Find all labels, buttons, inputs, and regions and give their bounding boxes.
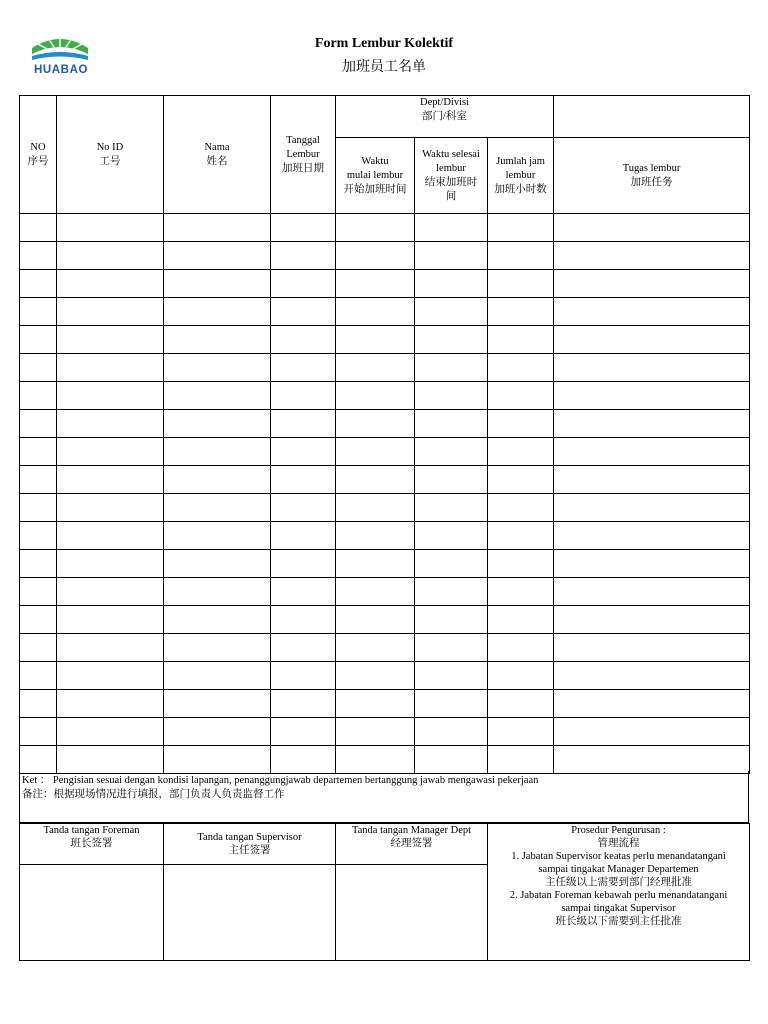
table-row <box>20 690 750 718</box>
table-cell[interactable] <box>336 550 415 578</box>
table-cell[interactable] <box>164 354 271 382</box>
remarks <box>19 771 749 823</box>
table-row <box>20 550 750 578</box>
table-cell[interactable] <box>57 214 164 242</box>
table-cell[interactable] <box>164 578 271 606</box>
table-row <box>20 214 750 242</box>
table-cell[interactable] <box>164 634 271 662</box>
table-cell[interactable] <box>336 606 415 634</box>
remarks-line-2: 备注：根据现场情况进行填报，部门负责人负责监督工作 <box>22 789 285 800</box>
table-cell[interactable] <box>488 354 554 382</box>
header-selesai: Waktu selesai lembur 结束加班时 间 <box>415 138 488 214</box>
table-cell[interactable] <box>488 298 554 326</box>
table-cell[interactable] <box>164 494 271 522</box>
table-row <box>20 718 750 746</box>
table-cell[interactable] <box>554 214 750 242</box>
header-mulai: Waktu mulai lembur 开始加班时间 <box>336 138 415 214</box>
table-cell[interactable] <box>336 410 415 438</box>
table-cell[interactable] <box>57 410 164 438</box>
table-cell[interactable] <box>164 242 271 270</box>
table-cell[interactable] <box>415 214 488 242</box>
table-cell[interactable] <box>20 270 57 298</box>
table-cell[interactable] <box>488 718 554 746</box>
header-jumlah: Jumlah jam lembur 加班小时数 <box>488 138 554 214</box>
table-cell[interactable] <box>336 270 415 298</box>
table-cell[interactable] <box>336 494 415 522</box>
procedure-line-1: 1. Jabatan Supervisor keatas perlu menandatangani <box>511 851 726 862</box>
table-cell[interactable] <box>488 690 554 718</box>
table-cell[interactable] <box>57 578 164 606</box>
table-cell[interactable] <box>20 634 57 662</box>
procedure-line-6: 班长级以下需要到主任批准 <box>555 916 682 927</box>
table-cell[interactable] <box>336 634 415 662</box>
procedure-box <box>488 824 750 961</box>
header-nama: Nama 姓名 <box>164 96 271 214</box>
table-cell[interactable] <box>164 718 271 746</box>
table-cell[interactable] <box>20 690 57 718</box>
table-cell[interactable] <box>415 690 488 718</box>
table-cell[interactable] <box>164 438 271 466</box>
header-no: NO 序号 <box>20 96 57 214</box>
manager-signature-label: Tanda tangan Manager Dept 经理签署 <box>336 824 488 865</box>
table-cell[interactable] <box>554 522 750 550</box>
table-cell[interactable] <box>164 214 271 242</box>
table-cell[interactable] <box>336 690 415 718</box>
table-cell[interactable] <box>20 718 57 746</box>
table-cell[interactable] <box>164 270 271 298</box>
table-cell[interactable] <box>164 522 271 550</box>
table-cell[interactable] <box>554 410 750 438</box>
procedure-title: Prosedur Pengurusan : <box>571 825 666 836</box>
table-cell[interactable] <box>554 578 750 606</box>
table-cell[interactable] <box>415 270 488 298</box>
table-cell[interactable] <box>415 746 488 774</box>
table-cell[interactable] <box>554 354 750 382</box>
table-cell[interactable] <box>271 718 336 746</box>
foreman-signature-field[interactable] <box>20 865 164 961</box>
table-cell[interactable] <box>57 522 164 550</box>
supervisor-signature-label: Tanda tangan Supervisor 主任签署 <box>164 824 336 865</box>
table-cell[interactable] <box>488 326 554 354</box>
table-cell[interactable] <box>336 746 415 774</box>
table-cell[interactable] <box>488 578 554 606</box>
table-cell[interactable] <box>271 606 336 634</box>
table-cell[interactable] <box>554 438 750 466</box>
table-cell[interactable] <box>57 326 164 354</box>
procedure-title-cn: 管理流程 <box>597 838 640 849</box>
header-tugas: Tugas lembur 加班任务 <box>554 138 750 214</box>
table-cell[interactable] <box>271 634 336 662</box>
table-cell[interactable] <box>57 718 164 746</box>
table-row <box>20 382 750 410</box>
table-cell[interactable] <box>271 522 336 550</box>
table-cell[interactable] <box>271 466 336 494</box>
table-cell[interactable] <box>336 522 415 550</box>
overtime-table <box>19 95 750 774</box>
table-cell[interactable] <box>57 270 164 298</box>
procedure-line-5: sampai tingakat Supervisor <box>561 903 676 914</box>
supervisor-signature-field[interactable] <box>164 865 336 961</box>
table-cell[interactable] <box>336 662 415 690</box>
table-cell[interactable] <box>554 326 750 354</box>
table-cell[interactable] <box>271 382 336 410</box>
table-cell[interactable] <box>415 494 488 522</box>
table-cell[interactable] <box>554 242 750 270</box>
table-cell[interactable] <box>488 270 554 298</box>
table-cell[interactable] <box>554 298 750 326</box>
table-cell[interactable] <box>554 662 750 690</box>
table-row <box>20 466 750 494</box>
table-cell[interactable] <box>336 718 415 746</box>
table-cell[interactable] <box>20 522 57 550</box>
table-row <box>20 578 750 606</box>
table-cell[interactable] <box>336 298 415 326</box>
header-no-id: No ID 工号 <box>57 96 164 214</box>
table-cell[interactable] <box>20 578 57 606</box>
table-cell[interactable] <box>57 354 164 382</box>
table-cell[interactable] <box>57 550 164 578</box>
table-cell[interactable] <box>57 606 164 634</box>
table-row <box>20 326 750 354</box>
table-row <box>20 298 750 326</box>
table-cell[interactable] <box>336 242 415 270</box>
table-cell[interactable] <box>57 690 164 718</box>
table-cell[interactable] <box>271 438 336 466</box>
table-cell[interactable] <box>336 354 415 382</box>
table-cell[interactable] <box>271 326 336 354</box>
table-cell[interactable] <box>488 550 554 578</box>
table-cell[interactable] <box>488 410 554 438</box>
table-cell[interactable] <box>488 522 554 550</box>
table-cell[interactable] <box>415 354 488 382</box>
table-cell[interactable] <box>57 746 164 774</box>
table-cell[interactable] <box>164 690 271 718</box>
header-tanggal: Tanggal Lembur 加班日期 <box>271 96 336 214</box>
header-dept: Dept/Divisi 部门/科室 <box>336 96 554 138</box>
table-cell[interactable] <box>488 746 554 774</box>
manager-signature-field[interactable] <box>336 865 488 961</box>
procedure-line-4: 2. Jabatan Foreman kebawah perlu menandatangani <box>509 890 728 901</box>
table-cell[interactable] <box>415 606 488 634</box>
table-cell[interactable] <box>57 382 164 410</box>
table-cell[interactable] <box>336 578 415 606</box>
table-row <box>20 354 750 382</box>
table-cell[interactable] <box>20 438 57 466</box>
table-cell[interactable] <box>415 662 488 690</box>
form-title: Form Lembur Kolektif <box>314 36 454 51</box>
table-cell[interactable] <box>20 242 57 270</box>
table-cell[interactable] <box>415 634 488 662</box>
table-cell[interactable] <box>20 326 57 354</box>
header-blank <box>554 96 750 138</box>
table-cell[interactable] <box>20 606 57 634</box>
table-cell[interactable] <box>164 606 271 634</box>
table-cell[interactable] <box>20 466 57 494</box>
table-cell[interactable] <box>20 494 57 522</box>
table-cell[interactable] <box>164 550 271 578</box>
table-cell[interactable] <box>336 382 415 410</box>
foreman-signature-label: Tanda tangan Foreman 班长签署 <box>20 824 164 865</box>
logo-text: HUABAO <box>33 64 89 76</box>
table-cell[interactable] <box>415 438 488 466</box>
form-subtitle: 加班员工名单 <box>342 60 426 75</box>
table-cell[interactable] <box>415 550 488 578</box>
table-cell[interactable] <box>488 494 554 522</box>
table-row <box>20 242 750 270</box>
table-cell[interactable] <box>554 746 750 774</box>
table-cell[interactable] <box>271 270 336 298</box>
table-cell[interactable] <box>271 690 336 718</box>
table-cell[interactable] <box>20 550 57 578</box>
table-row <box>20 634 750 662</box>
table-cell[interactable] <box>415 382 488 410</box>
table-cell[interactable] <box>271 242 336 270</box>
table-cell[interactable] <box>488 242 554 270</box>
table-cell[interactable] <box>415 522 488 550</box>
table-cell[interactable] <box>57 242 164 270</box>
table-cell[interactable] <box>336 466 415 494</box>
table-cell[interactable] <box>164 662 271 690</box>
table-cell[interactable] <box>271 550 336 578</box>
table-cell[interactable] <box>554 270 750 298</box>
table-row <box>20 270 750 298</box>
table-cell[interactable] <box>20 410 57 438</box>
table-cell[interactable] <box>57 662 164 690</box>
table-cell[interactable] <box>336 326 415 354</box>
procedure-line-2: sampai tingakat Manager Departemen <box>538 864 699 875</box>
table-row <box>20 410 750 438</box>
table-cell[interactable] <box>164 382 271 410</box>
table-cell[interactable] <box>554 382 750 410</box>
table-cell[interactable] <box>164 746 271 774</box>
table-cell[interactable] <box>57 298 164 326</box>
table-row <box>20 438 750 466</box>
table-cell[interactable] <box>271 578 336 606</box>
table-cell[interactable] <box>57 494 164 522</box>
table-cell[interactable] <box>554 466 750 494</box>
table-cell[interactable] <box>554 606 750 634</box>
table-cell[interactable] <box>488 662 554 690</box>
table-cell[interactable] <box>488 466 554 494</box>
table-cell[interactable] <box>164 466 271 494</box>
table-row <box>20 746 750 774</box>
table-cell[interactable] <box>20 662 57 690</box>
table-cell[interactable] <box>164 298 271 326</box>
table-cell[interactable] <box>488 382 554 410</box>
table-cell[interactable] <box>271 662 336 690</box>
table-cell[interactable] <box>271 746 336 774</box>
remarks-line-1: Ket ： Pengisian sesuai dengan kondisi lapangan, penanggungjawab departemen bertanggung jawab mengawasi pekerjaan <box>22 775 539 786</box>
table-body <box>20 214 750 774</box>
table-cell[interactable] <box>271 214 336 242</box>
table-cell[interactable] <box>554 634 750 662</box>
table-cell[interactable] <box>164 326 271 354</box>
table-cell[interactable] <box>57 438 164 466</box>
table-cell[interactable] <box>415 718 488 746</box>
table-cell[interactable] <box>336 438 415 466</box>
table-cell[interactable] <box>20 214 57 242</box>
table-cell[interactable] <box>415 410 488 438</box>
table-cell[interactable] <box>488 214 554 242</box>
table-cell[interactable] <box>336 214 415 242</box>
table-cell[interactable] <box>554 690 750 718</box>
table-cell[interactable] <box>415 466 488 494</box>
table-cell[interactable] <box>488 606 554 634</box>
table-row <box>20 662 750 690</box>
table-cell[interactable] <box>554 718 750 746</box>
table-cell[interactable] <box>20 298 57 326</box>
table-cell[interactable] <box>488 634 554 662</box>
table-cell[interactable] <box>415 298 488 326</box>
table-cell[interactable] <box>271 354 336 382</box>
table-cell[interactable] <box>57 634 164 662</box>
table-row <box>20 494 750 522</box>
table-cell[interactable] <box>554 550 750 578</box>
table-cell[interactable] <box>271 410 336 438</box>
table-cell[interactable] <box>20 354 57 382</box>
table-cell[interactable] <box>271 298 336 326</box>
table-cell[interactable] <box>415 578 488 606</box>
table-row <box>20 522 750 550</box>
table-row <box>20 606 750 634</box>
procedure-line-3: 主任级以上需要到部门经理批准 <box>545 877 692 888</box>
signature-table <box>19 823 750 961</box>
table-cell[interactable] <box>20 382 57 410</box>
table-cell[interactable] <box>57 466 164 494</box>
table-cell[interactable] <box>415 242 488 270</box>
table-cell[interactable] <box>554 494 750 522</box>
table-cell[interactable] <box>415 326 488 354</box>
table-cell[interactable] <box>164 410 271 438</box>
table-cell[interactable] <box>488 438 554 466</box>
table-cell[interactable] <box>271 494 336 522</box>
table-cell[interactable] <box>20 746 57 774</box>
